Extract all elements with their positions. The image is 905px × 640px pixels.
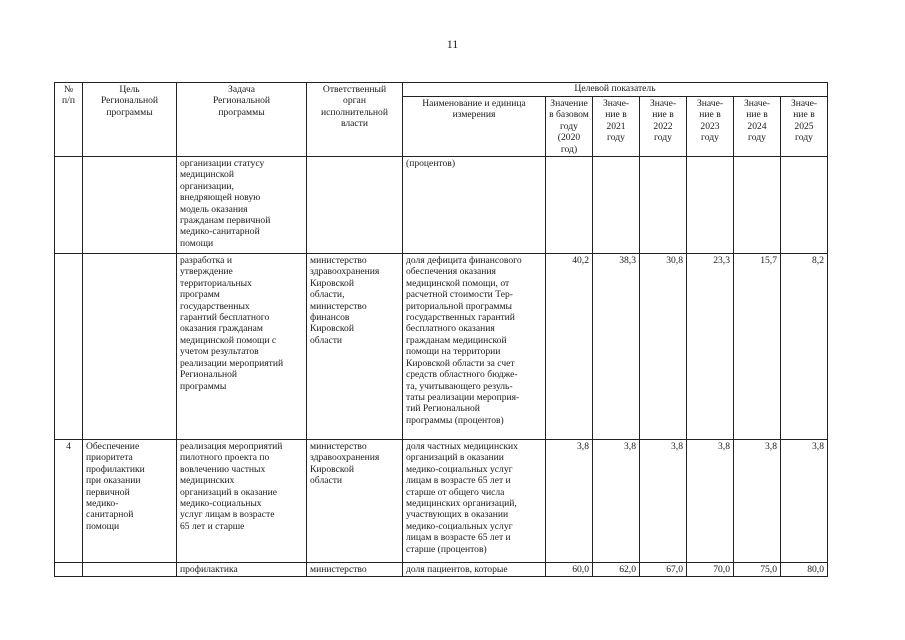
header-base-year: Значение в базовом году (2020 год) (546, 97, 593, 157)
page-number: 11 (446, 37, 459, 51)
row-value-2025 (781, 157, 828, 254)
row-value-base (546, 157, 593, 254)
table-row (55, 157, 828, 254)
row-value-2021: 3,8 (593, 440, 640, 563)
row-value-2023 (687, 157, 734, 254)
row-value-2024: 75,0 (734, 563, 781, 577)
row-goal: Обеспечение приоритета профилактики при оказании первичной медико- санитарной помощи (83, 440, 177, 563)
header-2024: Значе- ние в 2024 году (734, 97, 781, 157)
row-goal (83, 563, 177, 577)
row-value-2022: 30,8 (640, 254, 687, 440)
row-responsible: министерство здравоохранения Кировской области (307, 440, 403, 563)
row-task: профилактика (177, 563, 307, 577)
header-num: № п/п (55, 83, 83, 157)
row-value-2025: 8,2 (781, 254, 828, 440)
row-value-2022: 3,8 (640, 440, 687, 563)
row-task: организации статусу медицинской организации, внедряющей новую модель оказания гражданам первичной медико-санитарной помощи (177, 157, 307, 254)
row-value-2021: 62,0 (593, 563, 640, 577)
row-value-2021 (593, 157, 640, 254)
row-indicator: доля частных медицинских организаций в оказании медико-социальных услуг лицам в возрасте 65 лет и старше от общего числа медицинских организаций, участвующих в оказании медико-социальных услуг лицам в возрасте 65 лет и старше (процентов) (403, 440, 546, 563)
row-value-2023: 23,3 (687, 254, 734, 440)
row-value-2025: 80,0 (781, 563, 828, 577)
row-num (55, 157, 83, 254)
row-value-2023: 70,0 (687, 563, 734, 577)
row-responsible: министерство (307, 563, 403, 577)
header-target-indicator: Целевой показатель (403, 83, 828, 97)
row-value-2022: 67,0 (640, 563, 687, 577)
header-2023: Значе- ние в 2023 году (687, 97, 734, 157)
table-row (55, 563, 828, 577)
row-goal (83, 157, 177, 254)
header-indicator-name: Наименование и единица измерения (403, 97, 546, 157)
row-value-2024: 3,8 (734, 440, 781, 563)
header-goal: Цель Региональной программы (83, 83, 177, 157)
header-2022: Значе- ние в 2022 году (640, 97, 687, 157)
row-value-2024 (734, 157, 781, 254)
row-value-2021: 38,3 (593, 254, 640, 440)
row-responsible (307, 157, 403, 254)
table-row (55, 254, 828, 440)
header-2025: Значе- ние в 2025 году (781, 97, 828, 157)
header-2021: Значе- ние в 2021 году (593, 97, 640, 157)
row-value-2025: 3,8 (781, 440, 828, 563)
program-table (54, 82, 828, 577)
row-goal (83, 254, 177, 440)
table-row (55, 440, 828, 563)
row-value-2022 (640, 157, 687, 254)
row-num (55, 254, 83, 440)
row-indicator: (процентов) (403, 157, 546, 254)
row-value-base: 60,0 (546, 563, 593, 577)
row-indicator: доля дефицита финансового обеспечения оказания медицинской помощи, от расчетной стоимости Тер- риториальной программы государственных гарантий бесплатного оказания гражданам медицинской помощи на территории Кировской области за счет средств областного бюдже- та, учитывающего резуль- таты реализации мероприя- тий Региональной программы (процентов) (403, 254, 546, 440)
row-value-2023: 3,8 (687, 440, 734, 563)
row-num (55, 563, 83, 577)
row-responsible: министерство здравоохранения Кировской области, министерство финансов Кировской области (307, 254, 403, 440)
row-num: 4 (55, 440, 83, 563)
row-task: реализация мероприятий пилотного проекта по вовлечению частных медицинских организаций в оказание медико-социальных услуг лицам в возрасте 65 лет и старше (177, 440, 307, 563)
row-value-2024: 15,7 (734, 254, 781, 440)
row-task: разработка и утверждение территориальных программ государственных гарантий бесплатного оказания гражданам медицинской помощи с учетом результатов реализации мероприятий Региональной программы (177, 254, 307, 440)
row-value-base: 40,2 (546, 254, 593, 440)
row-indicator: доля пациентов, которые (403, 563, 546, 577)
header-responsible: Ответственный орган исполнительной власти (307, 83, 403, 157)
row-value-base: 3,8 (546, 440, 593, 563)
header-task: Задача Региональной программы (177, 83, 307, 157)
